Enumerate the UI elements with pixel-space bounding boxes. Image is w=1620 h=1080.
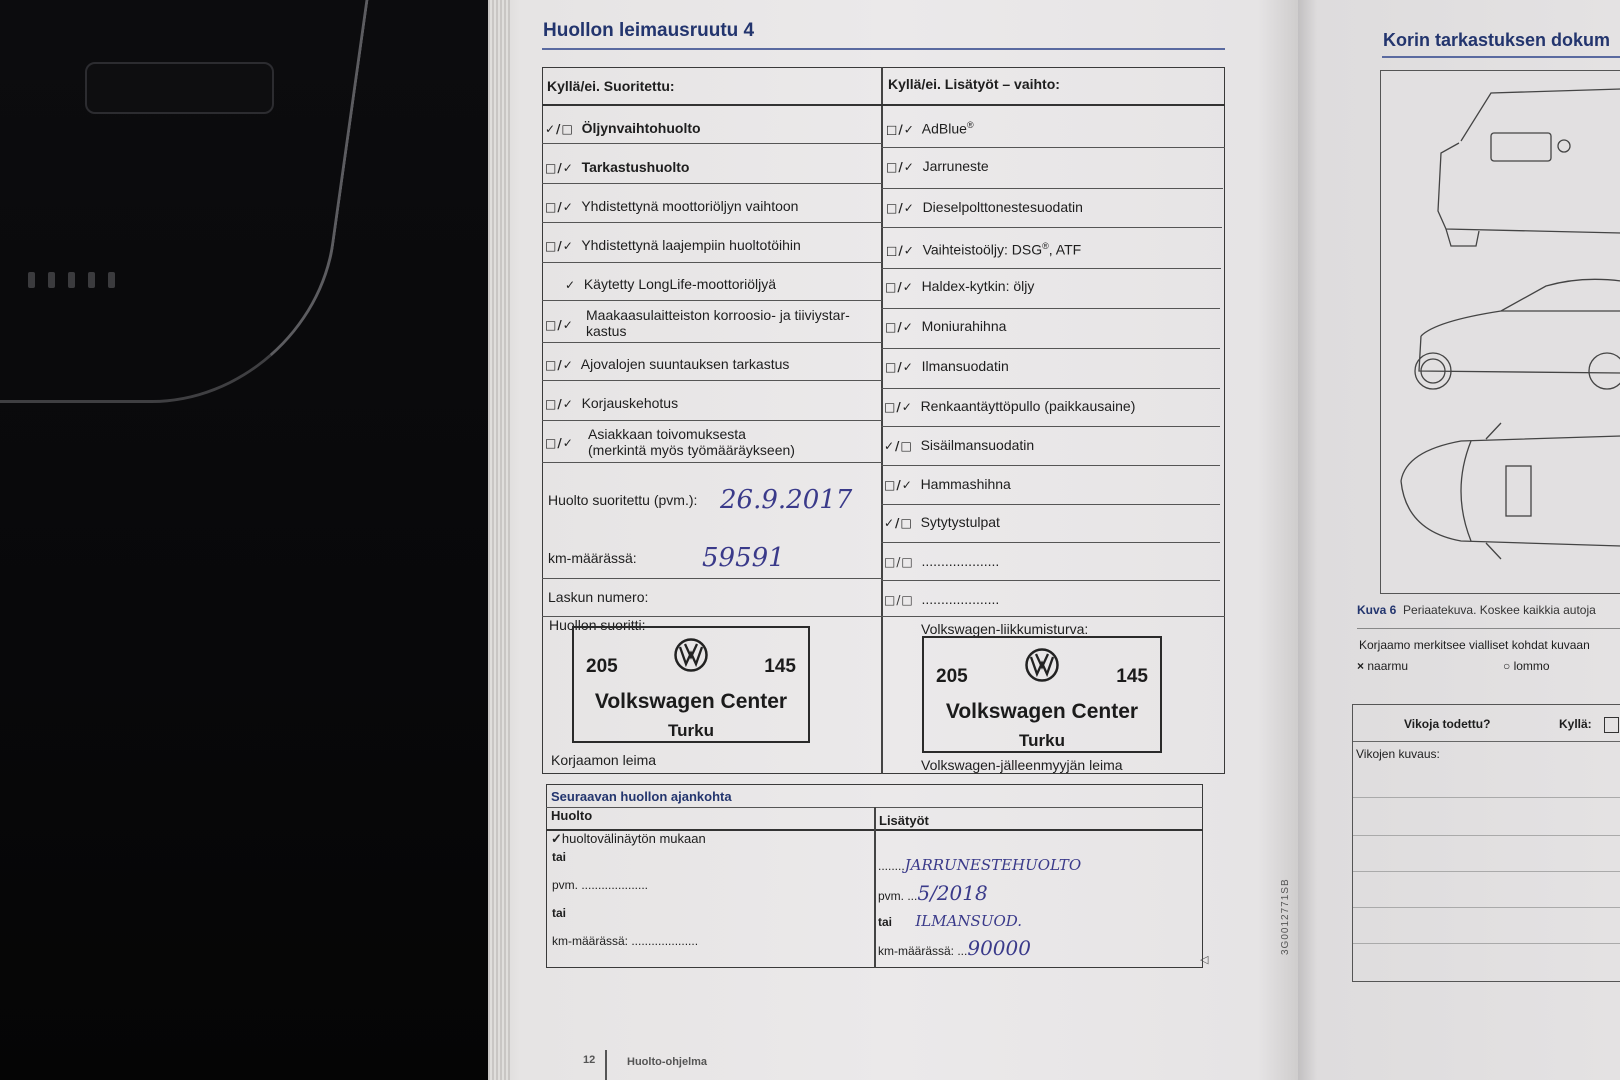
workshop-stamp (572, 626, 810, 743)
checkbox-pair[interactable]: □/✓ (545, 161, 574, 175)
row-divider (881, 147, 1225, 148)
dealer-stamp (922, 636, 1162, 753)
defects-question: Vikoja todettu? (1404, 717, 1491, 731)
checkbox-pair[interactable]: □/✓ (545, 239, 574, 253)
next-left-line: tai (552, 850, 567, 864)
row-label: .................... (921, 591, 1000, 607)
vw-security-label: Volkswagen-liikkumisturva: (921, 621, 1089, 637)
page-title: Huollon leimausruutu 4 (543, 20, 755, 41)
row-divider (881, 504, 1220, 505)
row-divider (542, 183, 882, 184)
row-divider (881, 388, 1220, 389)
checkbox-pair[interactable]: □/✓ (884, 400, 913, 414)
row-label: AdBlue (921, 120, 967, 137)
checkbox-pair[interactable]: □/□ (884, 593, 914, 607)
vw-logo-icon (674, 638, 708, 672)
right-row (885, 278, 1034, 295)
row-label: Korjauskehotus (581, 395, 679, 411)
right-column-header: Kyllä/ei. Lisätyöt – vaihto: (888, 76, 1060, 92)
row-divider (1353, 797, 1620, 798)
row-label: Haldex-kytkin: öljy (921, 278, 1035, 294)
checkbox-pair[interactable]: □/✓ (545, 397, 574, 411)
row-label: Renkaantäyttöpullo (paikkausaine) (920, 398, 1136, 414)
row-divider (1353, 835, 1620, 836)
column-divider (874, 807, 876, 968)
checkbox-pair[interactable]: □/✓ (884, 478, 913, 492)
defects-yes-checkbox[interactable] (1604, 717, 1619, 733)
row-divider (542, 342, 882, 343)
legend-scratch-label: naarmu (1367, 659, 1409, 673)
next-service-title: Seuraavan huollon ajankohta (551, 789, 732, 804)
section-name: Huolto-ohjelma (627, 1056, 708, 1068)
legend-dent-label: lommo (1513, 659, 1550, 673)
caption-divider (1357, 628, 1620, 629)
service-date-value[interactable]: 26.9.2017 (720, 485, 853, 515)
row-divider (1353, 871, 1620, 872)
right-row (886, 238, 1081, 259)
row-label: Käytetty LongLife-moottoriöljyä (583, 276, 777, 292)
km-value[interactable]: 59591 (702, 543, 785, 573)
left-row (545, 237, 801, 254)
row-label: Ajovalojen suuntauksen tarkastus (580, 356, 790, 372)
title-underline (542, 48, 1225, 50)
left-row (545, 395, 678, 412)
row-label: Vaihteistoöljy: DSG (922, 241, 1043, 258)
right-row (884, 398, 1135, 415)
car-interior-background (0, 0, 500, 1080)
legend-scratch (1357, 658, 1408, 674)
row-label: .................... (921, 553, 1000, 569)
checkbox-pair[interactable]: □/✓ (886, 122, 915, 137)
row-label-continued: kastus (586, 323, 627, 339)
car-diagram-panel (1380, 70, 1620, 594)
air-vent (85, 62, 274, 114)
handwritten-km: 90000 (967, 936, 1031, 960)
left-row-checkbox (545, 434, 574, 451)
defects-description-label: Vikojen kuvaus: (1356, 747, 1440, 761)
stamp-number-left: 205 (936, 666, 968, 687)
row-divider (542, 578, 882, 579)
row-divider (542, 300, 882, 301)
row-label-tail: , ATF (1048, 241, 1082, 258)
checkbox-pair[interactable]: □/✓ (885, 360, 914, 374)
caption-label: Kuva 6 (1357, 603, 1397, 617)
next-left-text: huoltovälinäytön mukaan (561, 831, 706, 846)
stamp-city: Turku (668, 721, 714, 740)
row-divider (542, 143, 882, 144)
next-right-line (878, 936, 1031, 960)
right-row (886, 158, 989, 175)
page-number: 12 (583, 1054, 596, 1066)
car-outline-diagram (1381, 71, 1620, 593)
row-divider (1353, 907, 1620, 908)
figure-caption (1357, 602, 1596, 618)
row-divider (881, 227, 1222, 228)
invoice-label: Laskun numero: (548, 589, 649, 605)
right-row (884, 476, 1011, 493)
row-label: Öljynvaihtohuolto (581, 120, 701, 136)
checkbox-pair[interactable]: □/✓ (886, 201, 915, 215)
left-row (545, 276, 776, 293)
handwritten-extra-1: JARRUNESTEHUOLTO (904, 856, 1082, 874)
vent-slats (28, 272, 115, 288)
left-row-checkbox (545, 316, 574, 333)
handwritten-date: 5/2018 (917, 881, 988, 905)
checkbox-pair[interactable]: ✓/□ (884, 516, 913, 530)
next-left-line: km-määrässä: .................... (552, 934, 699, 948)
stamp-brand: Volkswagen Center (594, 690, 788, 713)
next-right-line (878, 881, 988, 905)
circle-mark-icon: ○ (1503, 659, 1511, 673)
left-row (545, 356, 789, 373)
checkbox-pair[interactable]: □/✓ (886, 160, 915, 174)
left-column-header: Kyllä/ei. Suoritettu: (547, 78, 675, 94)
check-icon: ✓ (551, 831, 562, 846)
row-label: Maakaasulaitteiston korroosio- ja tiiviystar- (586, 307, 850, 323)
x-mark-icon: × (1357, 659, 1365, 673)
workshop-stamp-label: Korjaamon leima (551, 752, 657, 768)
defects-yes-label: Kyllä: (1559, 717, 1592, 731)
row-label: Tarkastushuolto (581, 159, 690, 175)
left-row (588, 426, 795, 458)
next-left-line: tai (552, 906, 567, 920)
right-page-title: Korin tarkastuksen dokum (1383, 30, 1611, 50)
checkbox-pair[interactable]: □/□ (884, 555, 914, 569)
checkbox-pair[interactable]: □/✓ (545, 200, 574, 214)
km-label: km-määrässä: ... (878, 944, 968, 958)
right-row (884, 553, 999, 570)
right-row (886, 117, 974, 138)
row-label: Sytytystulpat (920, 514, 1000, 530)
left-row (545, 159, 689, 176)
footer-divider (605, 1050, 607, 1080)
caption-text: Periaatekuva. Koskee kaikkia autoja (1403, 603, 1596, 617)
registered-mark: ® (966, 120, 974, 130)
page-stack-edge (488, 0, 510, 1080)
marking-note: Korjaamo merkitsee vialliset kohdat kuvaan (1359, 638, 1590, 652)
stamp-number-right: 145 (1116, 666, 1148, 687)
row-label: Jarruneste (922, 158, 989, 174)
row-divider (881, 580, 1220, 581)
row-divider (881, 465, 1220, 466)
row-label: Hammashihna (920, 476, 1011, 492)
dealer-stamp-label: Volkswagen-jälleenmyyjän leima (921, 757, 1123, 773)
service-date-label: Huolto suoritettu (pvm.): (548, 492, 698, 508)
left-row (586, 307, 850, 339)
row-divider (542, 380, 882, 381)
header-divider (542, 104, 1225, 106)
next-right-line (878, 913, 1022, 930)
row-divider (1353, 943, 1620, 944)
stamp-brand: Volkswagen Center (945, 700, 1139, 723)
checkbox-pair[interactable]: □/✓ (545, 318, 574, 332)
stamp-number-right: 145 (764, 656, 796, 677)
checkbox-pair[interactable]: ✓ (565, 278, 577, 292)
row-divider (881, 542, 1220, 543)
handwritten-extra-2: ILMANSUOD. (915, 912, 1023, 930)
row-divider (881, 308, 1220, 309)
left-row (545, 120, 701, 137)
row-label: Moniurahihna (921, 318, 1007, 334)
right-row (886, 199, 1083, 216)
right-row (885, 318, 1006, 335)
performed-by-label: Huollon suoritti: (549, 617, 646, 633)
tai-label: tai (878, 915, 893, 929)
row-label: Sisäilmansuodatin (920, 437, 1035, 453)
pvm-label: pvm. ... (878, 889, 918, 903)
next-left-line (551, 831, 706, 847)
legend-dent (1503, 658, 1550, 674)
right-row (885, 358, 1009, 375)
row-label: Ilmansuodatin (921, 358, 1009, 374)
row-label: Dieselpolttonestesuodatin (922, 199, 1083, 215)
col-extra: Lisätyöt (879, 813, 929, 828)
checkbox-pair[interactable]: □/✓ (885, 280, 914, 294)
row-label: Asiakkaan toivomuksesta (588, 426, 746, 442)
checkbox-pair[interactable]: ✓/□ (884, 439, 913, 453)
row-divider (542, 222, 882, 223)
next-left-line: pvm. .................... (552, 878, 649, 892)
left-row (545, 198, 798, 215)
document-code: 3G0012771SB (1280, 878, 1291, 955)
row-divider (542, 462, 882, 463)
row-divider (542, 420, 882, 421)
checkbox-pair[interactable]: ✓/□ (545, 122, 574, 136)
row-divider (881, 268, 1221, 269)
checkbox-pair[interactable]: □/✓ (886, 243, 915, 258)
checkbox-pair[interactable]: □/✓ (885, 320, 914, 334)
row-label-continued: (merkintä myös työmääräykseen) (588, 442, 795, 458)
row-label: Yhdistettynä laajempiin huoltotöihin (581, 237, 801, 253)
row-divider (881, 348, 1220, 349)
row-label: Yhdistettynä moottoriöljyn vaihtoon (581, 198, 799, 214)
stamp-city: Turku (1019, 731, 1065, 750)
dots: ........ (878, 859, 905, 873)
right-row (884, 437, 1034, 454)
right-title-underline (1382, 56, 1620, 58)
vw-logo-icon (1025, 648, 1059, 682)
right-row (884, 591, 999, 608)
checkbox-pair[interactable]: □/✓ (545, 358, 574, 372)
registered-mark: ® (1042, 241, 1049, 251)
row-divider (881, 426, 1220, 427)
dashboard-trim (0, 0, 374, 403)
checkbox-pair[interactable]: □/✓ (545, 436, 574, 450)
stamp-number-left: 205 (586, 656, 618, 677)
right-row (884, 514, 1000, 531)
col-service: Huolto (551, 808, 593, 823)
km-label: km-määrässä: (548, 550, 637, 566)
next-right-line (878, 857, 1081, 874)
row-divider (1353, 741, 1620, 742)
row-divider (542, 262, 882, 263)
row-divider (881, 188, 1223, 189)
triangle-marker-icon: ◁ (1200, 954, 1209, 966)
